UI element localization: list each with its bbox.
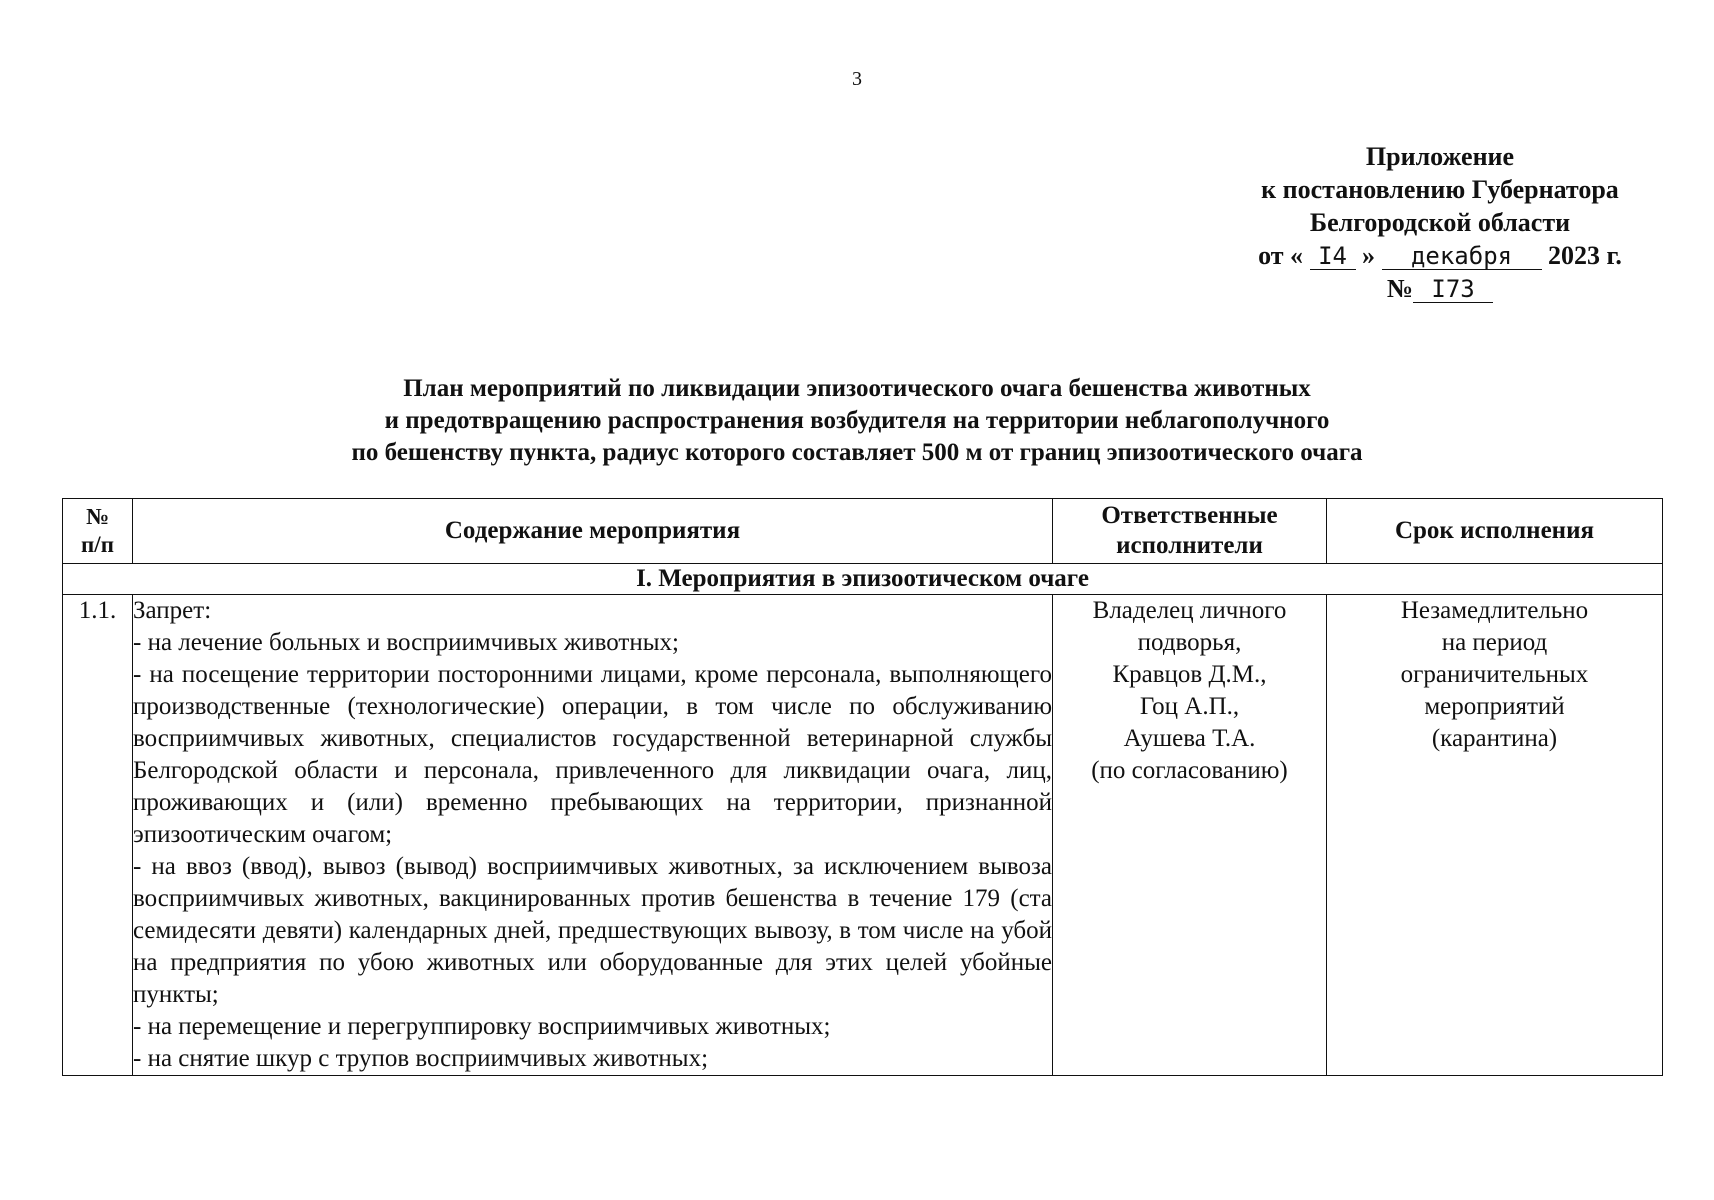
document-number: I73 [1413, 276, 1493, 303]
appendix-line-2: к постановлению Губернатора [1261, 175, 1619, 204]
term-line: мероприятий [1424, 693, 1565, 720]
date-day: I4 [1310, 243, 1356, 270]
page-number: 3 [852, 68, 862, 90]
content-line: - на перемещение и перегруппировку восприимчивых животных; [133, 1013, 831, 1040]
term-line: (карантина) [1431, 725, 1558, 752]
plan-title [0, 373, 1714, 469]
section-row [63, 564, 1663, 595]
content-line: - на лечение больных и восприимчивых животных; [133, 629, 679, 656]
row-responsible [1053, 595, 1327, 1076]
appendix-number-line [1220, 272, 1660, 305]
header-num-line-1: № [85, 504, 110, 529]
content-line: - на посещение территории посторонними лицами, кроме персонала, выполняющего производственные (технологические) операции, в том числе по обслуживанию восприимчивых животных, специалистов государственной ветеринарной службы Белгородской области и персонала, привлеченного для ликвидации очага, лиц, проживающих и (или) временно пребывающих на территории, признанной эпизоотическим очагом; [133, 661, 1052, 848]
header-responsible-line-2: исполнители [1116, 532, 1263, 559]
appendix-title: Приложение [1365, 142, 1515, 171]
plan-title-line-1: План мероприятий по ликвидации эпизоотического очага бешенства животных [403, 375, 1311, 402]
term-line: ограничительных [1400, 661, 1589, 688]
term-line: на период [1441, 629, 1548, 656]
row-term [1327, 595, 1663, 1076]
term-line: Незамедлительно [1400, 597, 1589, 624]
content-line: - на ввоз (ввод), вывоз (вывод) восприимчивых животных, за исключением вывоза восприимчивых животных, вакцинированных против бешенства в течение 179 (ста семидесяти девяти) календарных дней, предшествующих вывозу, в том числе на убой на предприятия по убою животных или оборудованные для этих целей убойные пункты; [133, 853, 1052, 1008]
responsible-line: Кравцов Д.М., [1112, 661, 1267, 688]
appendix-date-line [1220, 239, 1660, 272]
header-num [63, 499, 133, 564]
responsible-line: Гоц А.П., [1139, 693, 1240, 720]
date-year: 2023 г. [1548, 241, 1622, 270]
responsible-line: подворья, [1137, 629, 1242, 656]
content-line: Запрет: [133, 597, 212, 624]
section-title: I. Мероприятия в эпизоотическом очаге [63, 564, 1663, 595]
responsible-line: (по согласованию) [1091, 757, 1288, 784]
row-content [133, 595, 1053, 1076]
plan-title-line-2: и предотвращению распространения возбудителя на территории неблагополучного [384, 407, 1330, 434]
responsible-line: Аушева Т.А. [1123, 725, 1256, 752]
date-prefix: от « [1258, 241, 1304, 270]
content-line: - на снятие шкур с трупов восприимчивых животных; [133, 1045, 709, 1072]
header-term: Срок исполнения [1327, 499, 1663, 564]
responsible-line: Владелец личного [1092, 597, 1287, 624]
header-num-line-2: п/п [81, 532, 114, 557]
header-responsible [1053, 499, 1327, 564]
table-header-row [63, 499, 1663, 564]
appendix-line-3: Белгородской области [1309, 208, 1571, 237]
header-content: Содержание мероприятия [133, 499, 1053, 564]
appendix-block [1220, 140, 1660, 305]
header-responsible-line-1: Ответственные [1101, 502, 1278, 529]
date-mid: » [1362, 241, 1376, 270]
date-month: декабря [1382, 243, 1542, 270]
number-prefix: № [1386, 274, 1414, 303]
table-row [63, 595, 1663, 1076]
plan-title-line-3: по бешенству пункта, радиус которого составляет 500 м от границ эпизоотического очага [351, 439, 1363, 466]
row-num: 1.1. [63, 595, 133, 1076]
plan-table [62, 498, 1663, 1076]
